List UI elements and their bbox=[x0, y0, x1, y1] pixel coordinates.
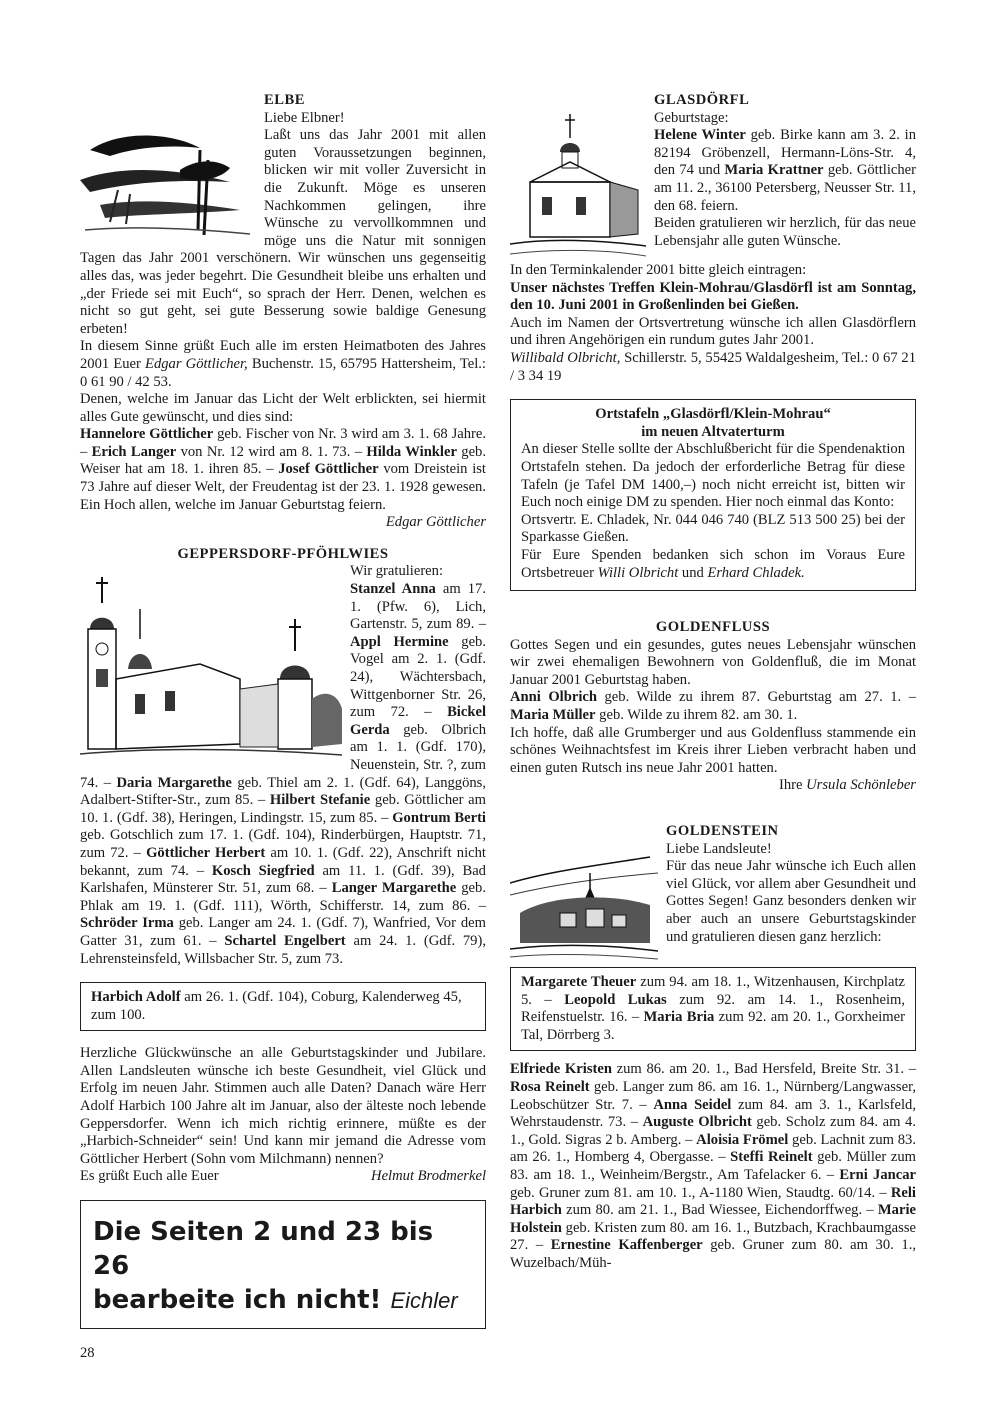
name: Hilbert Stefanie bbox=[269, 792, 371, 809]
goldenstein-box bbox=[510, 967, 916, 1051]
text: geb. Scholz zum 84. am 4. 1., Gold. Sigras 2 b. Amberg. – bbox=[510, 1114, 916, 1148]
name: Stanzel Anna bbox=[350, 581, 436, 598]
name: Leopold Lukas bbox=[564, 991, 667, 1008]
text: geb. Göttlicher am 11. 2., 36100 Petersberg, Neusser Str. 11, den 68. feiern. bbox=[654, 162, 916, 214]
text: geb. Lachnit zum 83. am 26. 1., Homberg 4, Obergasse. – bbox=[510, 1131, 916, 1166]
text: In diesem Sinne grüßt Euch alle im ersten Heimatboten des Jahres 2001 Euer bbox=[80, 338, 486, 372]
notice-signature: Eichler bbox=[390, 1288, 458, 1314]
page-number: 28 bbox=[80, 1345, 95, 1361]
notice-text: bearbeite ich nicht! bbox=[93, 1285, 382, 1316]
text: geb. Thiel am 2. 1. (Gdf. 64), Langgöns, Adalbert-Stifter-Str., zum 85. – bbox=[80, 774, 487, 809]
landscape-tree-illustration bbox=[80, 110, 256, 245]
goldenfluss-heading: GOLDENFLUSS bbox=[655, 619, 771, 636]
elbe-paragraph-1: Laßt uns das Jahr 2001 mit allen guten Voraussetzungen beginnen, blicken wir mit voller Zuversicht in die Zukunft. Möge es unseren Nachkommen gelingen, ihre Wünsche zu vervollkommnen und möge uns die Natur mit sonnigen Tagen das Jahr 2001 verschönern. Wir wünschen uns gegenseitig alles das, was jeder begehrt. Die Gesundheit bleibe uns erhalten und „der Friede sei mit Euch“, so sprach der Herr. Denen, welchen es nicht so gut geht, sei gute Besserung sowie baldige Genesung erbeten! bbox=[80, 127, 486, 337]
goldenfluss-section bbox=[510, 619, 916, 795]
text: am 11. 1. (Gdf. 39), Bad Karlshafen, Münsterer Str. 51, zum 68. – bbox=[80, 862, 486, 897]
text: geb. Langer zum 86. am 16. 1., Nürnberg/Langwasser, Leobschützer Str. 7. – bbox=[510, 1079, 916, 1113]
text: Buchenstr. 15, 65795 Hattersheim, Tel.: 0 61 90 / 42 53. bbox=[80, 355, 486, 390]
name: Erich Langer bbox=[91, 443, 177, 460]
goldenstein-paragraph-1: Für das neue Jahr wünsche ich Euch allen viel Glück, vor allem aber Gesundheit und Gottes Segen! Ganz besonders denken wir aber auch an unsere Geburtstagskinder und gratulieren diesen ganz herzlich: bbox=[666, 858, 916, 945]
goldenstein-box-text bbox=[521, 974, 905, 1044]
goldenstein-heading: GOLDENSTEIN bbox=[666, 823, 779, 840]
town-landscape-illustration bbox=[510, 843, 658, 961]
geppersdorf-heading: GEPPERSDORF-PFÖHLWIES bbox=[177, 545, 389, 562]
glasdoerfl-section bbox=[510, 92, 916, 385]
name: Appl Hermine bbox=[350, 633, 449, 650]
name: Gontrum Berti bbox=[392, 809, 486, 826]
right-column bbox=[510, 92, 916, 1273]
geppersdorf-signature: Helmut Brodmerkel bbox=[371, 1168, 486, 1185]
text: am 26. 1. (Gdf. 104), Coburg, Kalenderweg 45, zum 100. bbox=[91, 989, 462, 1023]
elbe-section bbox=[80, 92, 486, 532]
goldenfluss-paragraph-1: Gottes Segen und ein gesundes, gutes neues Lebensjahr wünschen wir zwei ehemaligen Bewohnern von Goldenfluß, die im Monat Januar 2001 Geburtstag haben. bbox=[510, 636, 916, 688]
name: Schartel Engelbert bbox=[224, 932, 346, 949]
text: zum 92. am 20. 1., Gorxheimer Tal, Dörrberg 3. bbox=[521, 1009, 905, 1043]
glasdoerfl-paragraph-2: Beiden gratulieren wir herzlich, für das neue Lebensjahr alle guten Wünsche. bbox=[654, 215, 916, 249]
name: Langer Margarethe bbox=[331, 880, 457, 897]
name: Margarete Theuer bbox=[521, 974, 637, 991]
text: geb. Olbrich am 1. 1. (Gdf. 170), Neuenstein, Str. ?, zum 74. – bbox=[80, 721, 486, 791]
name: Willi Olbricht bbox=[597, 564, 679, 581]
goldenstein-salutation: Liebe Landsleute! bbox=[666, 840, 772, 857]
notice-box bbox=[80, 1200, 486, 1329]
name: Rosa Reinelt bbox=[510, 1079, 590, 1095]
name: Maria Krattner bbox=[724, 162, 824, 179]
text: geb. Fischer von Nr. 3 wird am 3. 1. 68 Jahre. – bbox=[80, 426, 487, 460]
ortstafeln-box bbox=[510, 399, 916, 591]
name: Marie Holstein bbox=[510, 1202, 916, 1236]
text: geb. Gruner zum 81. am 10. 1., A-1180 Wien, Staudtg. 60/14. – bbox=[510, 1184, 891, 1201]
elbe-birthdays bbox=[80, 426, 487, 531]
church-illustration bbox=[80, 569, 342, 759]
ortstafeln-title-2: im neuen Altvaterturm bbox=[641, 423, 785, 440]
text: Ihre bbox=[778, 777, 807, 794]
text: geb. Langer am 24. 1. (Gdf. 7), Wanfried, Vor dem Gatter 31, zum 61. – bbox=[80, 915, 486, 949]
text: zum 86. am 20. 1., Bad Hersfeld, Breite Str. 31. – bbox=[611, 1061, 916, 1078]
glasdoerfl-meeting bbox=[510, 280, 916, 315]
geppersdorf-greeting bbox=[80, 1168, 486, 1186]
text: geb. Gotschlich zum 17. 1. (Gdf. 104), Rinderbürgen, Hauptstr. 71, zum 72. – bbox=[80, 827, 486, 861]
text: und bbox=[678, 564, 708, 581]
name: Anni Olbrich bbox=[510, 689, 597, 706]
elbe-signature: Edgar Göttlicher bbox=[385, 514, 486, 531]
author-name: Edgar Göttlicher, bbox=[145, 355, 248, 372]
text: geb. Wilde zu ihrem 87. Geburtstag am 27. 1. – bbox=[596, 689, 916, 706]
ortstafeln-title-1: Ortstafeln „Glasdörfl/Klein-Mohrau“ bbox=[595, 406, 831, 423]
name: Anna Seidel bbox=[653, 1096, 732, 1113]
name: Schröder Irma bbox=[80, 915, 174, 932]
name: Kosch Siegfried bbox=[211, 862, 315, 879]
name: Helene Winter bbox=[654, 127, 746, 144]
elbe-paragraph-3: Denen, welche im Januar das Licht der Welt erblickten, sei hiermit alles Gute gewünscht, und dies sind: bbox=[80, 391, 486, 425]
elbe-salutation: Liebe Elbner! bbox=[264, 109, 345, 126]
text: geb. Gruner zum 80. am 30. 1., Wuzelbach/Müh- bbox=[510, 1237, 916, 1271]
chapel-illustration bbox=[510, 112, 646, 262]
name: Bickel Gerda bbox=[350, 704, 486, 738]
text: zum 94. am 18. 1., Witzenhausen, Kirchplatz 5. – bbox=[521, 974, 905, 1008]
text: am 10. 1. (Gdf. 22), Anschrift nicht bekannt, zum 74. – bbox=[80, 844, 486, 879]
text: zum 84. am 3. 1., Karlsfeld, Wehrstaudenstr. 73. – bbox=[510, 1096, 916, 1131]
meeting-text: Unser nächstes Treffen Klein-Mohrau/Glasdörfl ist am Sonntag, den 10. Juni 2001 in Großenlinden bei Gießen. bbox=[510, 279, 916, 314]
left-column bbox=[80, 92, 486, 1329]
elbe-paragraph-2 bbox=[80, 338, 486, 391]
greeting-text: Es grüßt Euch alle Euer bbox=[80, 1168, 219, 1185]
text: geb. Phlak am 19. 1. (Gdf. 111), Wörth, Schifferstr. 14, zum 86. – bbox=[80, 880, 486, 914]
ortstafeln-paragraph-3 bbox=[521, 547, 905, 582]
text: geb. Wilde zu ihrem 82. am 30. 1. bbox=[595, 707, 798, 724]
name: Erhard Chladek. bbox=[707, 564, 805, 581]
text: geb. Vogel am 2. 1. (Gdf. 24), Wächtersbach, Wittgenborner Str. 26, zum 72. – bbox=[350, 633, 486, 721]
name: Hilda Winkler bbox=[366, 443, 457, 460]
name: Göttlicher Herbert bbox=[146, 844, 266, 861]
text: geb. Kristen zum 80. am 16. 1., Butzbach, Krachbaumgasse 27. – bbox=[510, 1219, 916, 1254]
text: am 24. 1. (Gdf. 79), Lehrensteinsfeld, Willsbacher Str. 5, zum 73. bbox=[80, 932, 486, 967]
name: Elfriede Kristen bbox=[510, 1061, 612, 1078]
text: geb. Müller zum 83. am 18. 1., Weinheim/Bergstr., Am Tafelacker 6. – bbox=[510, 1149, 916, 1183]
goldenstein-section bbox=[510, 823, 916, 1273]
goldenfluss-birthdays bbox=[510, 689, 916, 724]
glasdoerfl-contact bbox=[510, 350, 916, 385]
ortstafeln-paragraph-1: An dieser Stelle sollte der Abschlußbericht für die Spendenaktion Ortstafeln stehen. Da jedoch der erforderliche Betrag für diese Tafeln (je Tafel DM 1400,–) noch nicht erreicht ist, bitten wir Euch noch einige DM zu spenden. Hier noch einmal das Konto: bbox=[521, 441, 905, 511]
glasdoerfl-heading: GLASDÖRFL bbox=[654, 92, 750, 108]
name: Maria Bria bbox=[643, 1009, 715, 1026]
name: Ernestine Kaffenberger bbox=[550, 1237, 703, 1254]
name: Maria Müller bbox=[510, 707, 596, 724]
glasdoerfl-paragraph-3: In den Terminkalender 2001 bitte gleich eintragen: bbox=[510, 262, 807, 278]
text: zum 92. am 14. 1., Rosenheim, Reifenstuelstr. 16. – bbox=[521, 991, 905, 1026]
notice-line-1: Die Seiten 2 und 23 bis 26 bbox=[93, 1217, 434, 1282]
name: Daria Margarethe bbox=[116, 774, 232, 791]
name: Hannelore Göttlicher bbox=[80, 426, 214, 443]
text: geb. Göttlicher am 10. 1. (Gdf. 38), Heringen, Lindingstr. 15, zum 85. – bbox=[80, 792, 486, 826]
name: Reli Harbich bbox=[510, 1184, 916, 1219]
signature-name: Ursula Schönleber bbox=[806, 777, 916, 794]
elbe-heading: ELBE bbox=[264, 92, 305, 108]
glasdoerfl-intro: Geburtstage: bbox=[654, 109, 729, 126]
name: Harbich Adolf bbox=[91, 989, 181, 1006]
text: zum 80. am 21. 1., Bad Wiessee, Eichendorffweg. – bbox=[561, 1202, 878, 1219]
name: Aloisia Frömel bbox=[696, 1131, 789, 1148]
name: Steffi Reinelt bbox=[730, 1149, 813, 1166]
text: Für Eure Spenden bedanken sich schon im Voraus Eure Ortsbetreuer bbox=[521, 546, 905, 581]
ortstafeln-paragraph-2: Ortsvertr. E. Chladek, Nr. 044 046 740 (BLZ 513 500 25) bei der Sparkasse Gießen. bbox=[521, 511, 905, 546]
name: Josef Göttlicher bbox=[278, 461, 379, 478]
text: am 17. 1. (Pfw. 6), Lich, Gartenstr. 5, zum 89. – bbox=[350, 581, 486, 633]
goldenfluss-paragraph-3: Ich hoffe, daß alle Grumberger und aus Goldenfluss stammende ein schönes Weihnachtsfest im Kreis ihrer Lieben verbracht haben und einen guten Rutsch ins neue Jahr 2001 hatten. bbox=[510, 724, 916, 776]
text: geb. Birke kann am 3. 2. in 82194 Gröbenzell, Hermann-Löns-Str. 4, den 74 und bbox=[654, 127, 916, 179]
geppersdorf-section bbox=[80, 546, 486, 1186]
geppersdorf-closing: Herzliche Glückwünsche an alle Geburtstagskinder und Jubilare. Allen Landsleuten wünsche ich beste Gesundheit, viel Glück und Erfolg im neuen Jahr. Stimmen auch alle Daten? Danach wäre Herr Adolf Harbich 100 Jahre alt im Januar, also der älteste noch lebende Geppersdorfer. Wenn ich mich richtig erinnere, müßte es der „Harbich-Schneider“ sein! Und kann mir jemand die Adresse vom Göttlicher Herbert (Sohn vom Milchmann) nennen? bbox=[80, 1045, 486, 1167]
contact-name: Willibald Olbricht, bbox=[510, 349, 621, 366]
notice-line-2 bbox=[93, 1283, 473, 1318]
text: vom Dreistein ist 73 Jahre auf dieser Welt, der Freudentag ist der 23. 1. 1928 gewesen. Ein Hoch allen, welche im Januar Geburtstag feiern. bbox=[80, 461, 486, 513]
text: geb. Weiser hat am 18. 1. ihren 85. – bbox=[80, 443, 486, 478]
name: Auguste Olbricht bbox=[642, 1114, 752, 1131]
goldenfluss-signature bbox=[510, 777, 916, 795]
text: von Nr. 12 wird am 8. 1. 73. – bbox=[176, 443, 367, 460]
glasdoerfl-paragraph-5: Auch im Namen der Ortsvertretung wünsche ich allen Glasdörflern und ihren Angehörigen ein rundum gutes Jahr 2001. bbox=[510, 314, 916, 349]
goldenstein-birthdays bbox=[510, 1061, 916, 1272]
harbich-box bbox=[80, 982, 486, 1031]
text: Schillerstr. 5, 55425 Waldalgesheim, Tel.: 0 67 21 / 3 34 19 bbox=[510, 349, 917, 384]
geppersdorf-intro: Wir gratulieren: bbox=[350, 563, 444, 580]
name: Erni Jancar bbox=[839, 1166, 916, 1183]
